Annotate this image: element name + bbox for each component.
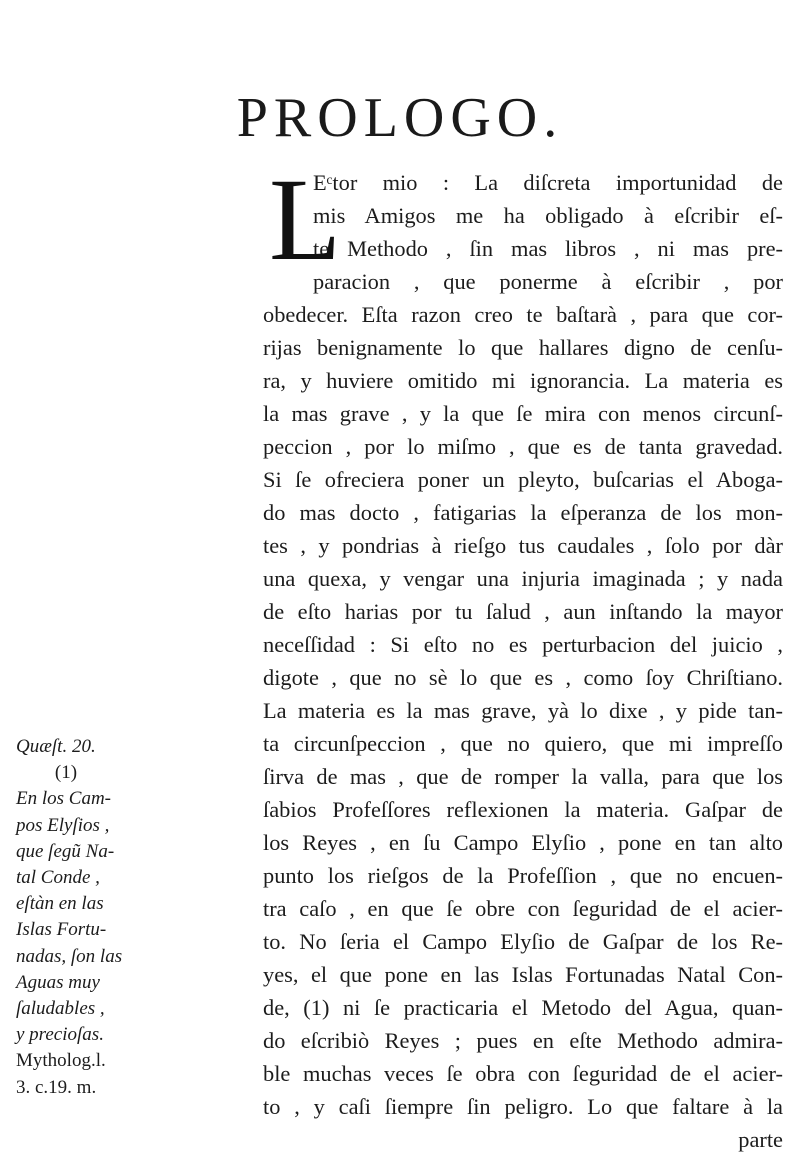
margin-line: nadas, ſon las (16, 945, 123, 967)
text-line: to , y caſi ſiempre ſin peligro. Lo que faltare à la (263, 1094, 783, 1119)
page-title: PROLOGO. (236, 87, 564, 149)
text-line: neceſſidad : Si eſto no es perturbacion del juicio , (263, 632, 783, 657)
text-line: La materia es la mas grave, yà lo dixe , y pide tan- (263, 698, 783, 723)
text-line: ſabios Profeſſores reflexionen la materia. Gaſpar de (263, 797, 783, 822)
opening-block (263, 154, 783, 298)
margin-source: Mytholog.l. (16, 1050, 106, 1072)
text-line: obedecer. Eſta razon creo te baſtarà , para que cor- (263, 302, 783, 327)
prologue-text (263, 154, 783, 1156)
text-line: mis Amigos me ha obligado à eſcribir eſ- (313, 203, 783, 228)
text-line: te Methodo , ſin mas libros , ni mas pre- (313, 236, 783, 261)
text-line: yes, el que pone en las Islas Fortunadas Natal Con- (263, 962, 783, 987)
text-line: de, (1) ni ſe practicaria el Metodo del Agua, quan- (263, 995, 783, 1020)
text-line: ta circunſpeccion , que no quiero, que mi impreſſo (263, 731, 783, 756)
text-line: de eſto harias por tu ſalud , aun inſtando la mayor (263, 599, 783, 624)
margin-line: En los Cam- (16, 788, 111, 810)
margin-line: eſtàn en las (16, 893, 104, 915)
margin-line: ſaludables , (16, 998, 105, 1020)
margin-source: 3. c.19. m. (16, 1076, 97, 1098)
text-line: punto los rieſgos de la Profeſſion , que no encuen- (263, 863, 783, 888)
drop-cap: L (269, 154, 342, 285)
text-line: paracion , que ponerme à eſcribir , por (313, 269, 783, 294)
margin-line: tal Conde , (16, 867, 100, 889)
margin-line: Aguas muy (16, 971, 100, 993)
text-line: do eſcribiò Reyes ; pues en eſte Methodo admira- (263, 1028, 783, 1053)
margin-line: Islas Fortu- (16, 919, 107, 941)
text-line: do mas docto , fatigarias la eſperanza de los mon- (263, 500, 783, 525)
catchword: parte (738, 1127, 783, 1152)
text-line: ble muchas veces ſe obra con ſeguridad de el acier- (263, 1061, 783, 1086)
text-line: peccion , por lo miſmo , que es de tanta gravedad. (263, 434, 783, 459)
text-line: Si ſe ofreciera poner un pleyto, buſcarias el Aboga- (263, 467, 783, 492)
margin-line: pos Elyſios , (16, 814, 110, 836)
margin-line: y precioſas. (16, 1024, 104, 1046)
text-line: to. No ſeria el Campo Elyſio de Gaſpar de los Re- (263, 929, 783, 954)
text-line: tra caſo , en que ſe obre con ſeguridad de el acier- (263, 896, 783, 921)
text-line: los Reyes , en ſu Campo Elyſio , pone en tan alto (263, 830, 783, 855)
footnote-number: (1) (54, 762, 78, 784)
text-line: la mas grave , y la que ſe mira con menos circunſ- (263, 401, 783, 426)
text-line: tes , y pondrias à rieſgo tus caudales , ſolo por dàr (263, 533, 783, 558)
text-line: ſirva de mas , que de romper la valla, para que los (263, 764, 783, 789)
text-line: Eᶜtor mio : La diſcreta importunidad de (313, 170, 783, 195)
text-line: una quexa, y vengar una injuria imaginada ; y nada (263, 566, 783, 591)
text-line: rijas benignamente lo que hallares digno de cenſu- (263, 335, 783, 360)
margin-note (16, 734, 156, 1101)
margin-line: que ſegũ Na- (16, 840, 115, 862)
text-line: ra, y huviere omitido mi ignorancia. La materia es (263, 368, 783, 393)
margin-reference: Quæſt. 20. (16, 736, 96, 757)
text-line: digote , que no sè lo que es , como ſoy Chriſtiano. (263, 665, 783, 690)
